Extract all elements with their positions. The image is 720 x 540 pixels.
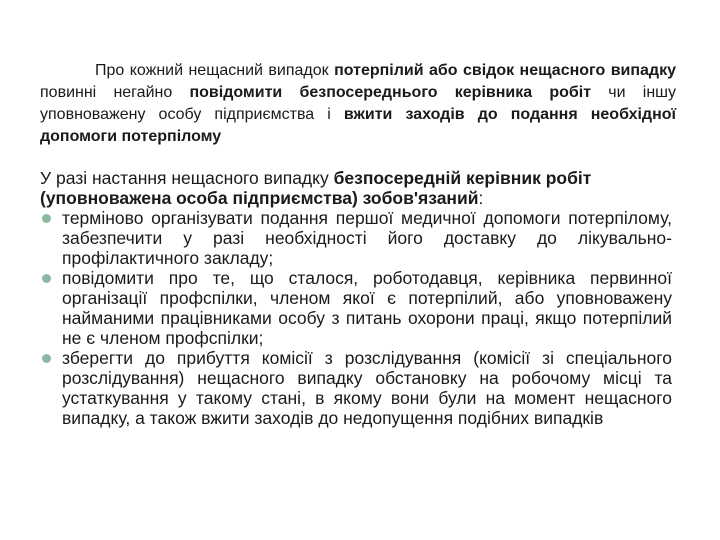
list-item-text: повідомити про те, що сталося, роботодавця, керівника первинної організації профспілки, членом якої є потерпілий, або уповноважену найманими працівниками особу з питань охорони праці, якщо потерпілий не є членом профспілки; [62,268,672,348]
list-item-text: зберегти до прибуття комісії з розслідування (комісії зі спеціального розслідування) нещасного випадку обстановку на робочому місці та устаткування у такому стані, в якому вони були на момент нещасного випадку, а також вжити заходів до недопущення подібних випадків [62,348,672,428]
duties-lead [40,168,672,208]
duties-lead-colon: : [478,188,484,208]
bullet-icon [42,354,51,363]
duties-lead-text: У разі настання нещасного випадку [40,168,334,188]
intro-emphasis-help: вжити заходів до подання необхідної допомоги потерпілому [40,106,676,145]
bullet-icon [42,214,51,223]
intro-emphasis-notify: повідомити безпосереднього керівника робіт [189,84,592,101]
intro-text-3: чи іншу уповноважену особу підприємства і [40,84,677,123]
intro-text-1: Про кожний нещасний випадок [95,62,335,79]
intro-emphasis-witness: потерпілий або свідок нещасного випадку [334,62,676,79]
list-item [40,268,672,348]
list-item [40,208,672,268]
bullet-icon [42,274,51,283]
intro-paragraph [40,60,676,148]
list-item [40,348,672,428]
duties-section [40,168,672,428]
list-item-text: терміново організувати подання першої медичної допомоги потерпілому, забезпечити у разі необхідності його доставку до лікувально-профілактичного закладу; [62,208,672,268]
duties-lead-emphasis: безпосередній керівник робіт (уповноважена особа підприємства) зобов'язаний [40,168,592,208]
duties-list [40,208,672,428]
intro-text-2: повинні негайно [40,84,190,101]
